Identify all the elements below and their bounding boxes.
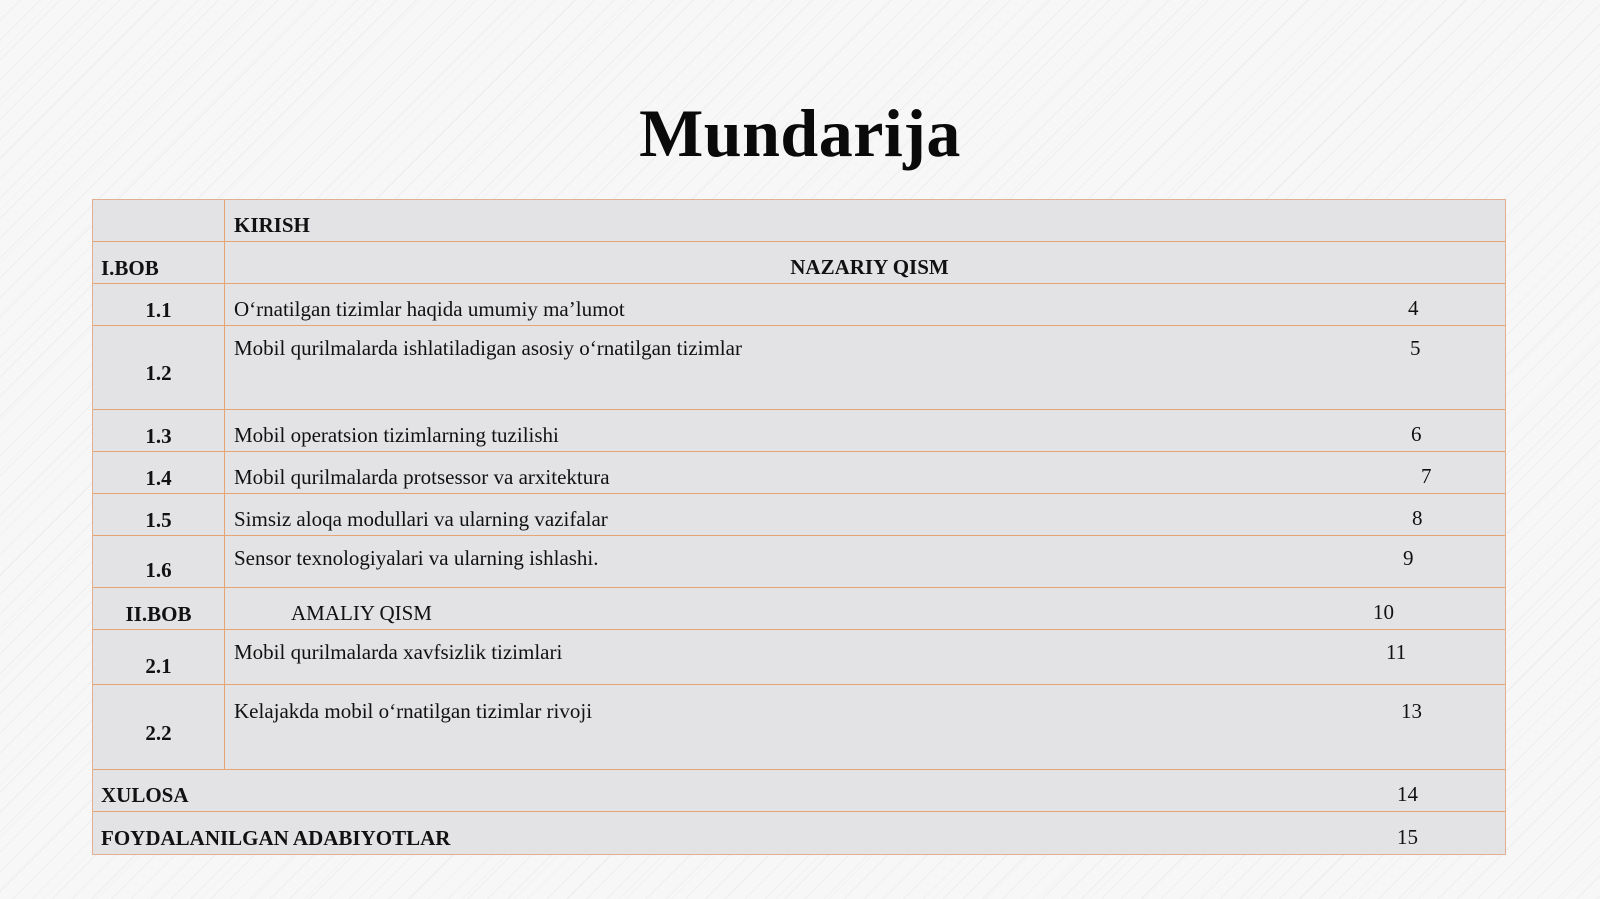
toc-page-number: 11 [1386, 640, 1407, 664]
toc-row-2-1 [93, 630, 1505, 685]
toc-row-chapter-1 [93, 242, 1505, 284]
toc-section-number: 1.2 [93, 326, 225, 409]
toc-row-number [93, 200, 225, 241]
toc-page-number: 9 [1403, 546, 1414, 570]
toc-row-xulosa [93, 770, 1505, 812]
toc-page-number: 7 [1421, 464, 1432, 488]
toc-chapter-title: NAZARIY QISM [790, 255, 949, 279]
toc-page-number: 4 [1408, 296, 1419, 320]
page-title: Mundarija [639, 95, 961, 171]
toc-page-number: 15 [1397, 825, 1418, 849]
toc-row-1-2 [93, 326, 1505, 410]
toc-section-title: Kelajakda mobil o‘rnatilgan tizimlar rivoji [234, 699, 593, 723]
toc-section-number: 1.1 [93, 284, 225, 325]
toc-page-number: 8 [1412, 506, 1423, 530]
toc-section-number: 2.1 [93, 630, 225, 684]
toc-section-title: Sensor texnologiyalari va ularning ishlashi. [234, 546, 599, 570]
toc-section-number: 1.3 [93, 410, 225, 451]
toc-section-number: 2.2 [93, 685, 225, 769]
toc-page-number: 6 [1411, 422, 1422, 446]
toc-page-number: 10 [1373, 600, 1394, 624]
toc-row-adabiyotlar [93, 812, 1505, 854]
toc-chapter-title: AMALIY QISM [291, 601, 432, 625]
toc-row-kirish [93, 200, 1505, 242]
toc-row-chapter-2 [93, 588, 1505, 630]
toc-section-number: 1.5 [93, 494, 225, 535]
toc-page-number: 14 [1397, 782, 1418, 806]
toc-page-number: 5 [1410, 336, 1421, 360]
toc-chapter-number: II.BOB [93, 588, 225, 629]
toc-row-1-3 [93, 410, 1505, 452]
toc-row-1-5 [93, 494, 1505, 536]
toc-row-title: FOYDALANILGAN ADABIYOTLAR [101, 826, 451, 850]
table-of-contents [92, 199, 1506, 855]
toc-row-title: KIRISH [234, 213, 310, 237]
toc-row-1-1 [93, 284, 1505, 326]
toc-section-title: Mobil qurilmalarda protsessor va arxitektura [234, 465, 610, 489]
toc-row-title: XULOSA [101, 783, 189, 807]
toc-section-title: Mobil operatsion tizimlarning tuzilishi [234, 423, 559, 447]
toc-row-1-6 [93, 536, 1505, 588]
toc-section-title: Mobil qurilmalarda ishlatiladigan asosiy o‘rnatilgan tizimlar [234, 336, 742, 360]
toc-section-title: O‘rnatilgan tizimlar haqida umumiy ma’lumot [234, 297, 625, 321]
toc-chapter-number: I.BOB [93, 242, 225, 283]
toc-section-number: 1.4 [93, 452, 225, 493]
toc-row-1-4 [93, 452, 1505, 494]
toc-page-number: 13 [1401, 699, 1422, 723]
toc-row-2-2 [93, 685, 1505, 770]
toc-section-title: Mobil qurilmalarda xavfsizlik tizimlari [234, 640, 563, 664]
toc-section-title: Simsiz aloqa modullari va ularning vazifalar [234, 507, 608, 531]
toc-section-number: 1.6 [93, 536, 225, 587]
